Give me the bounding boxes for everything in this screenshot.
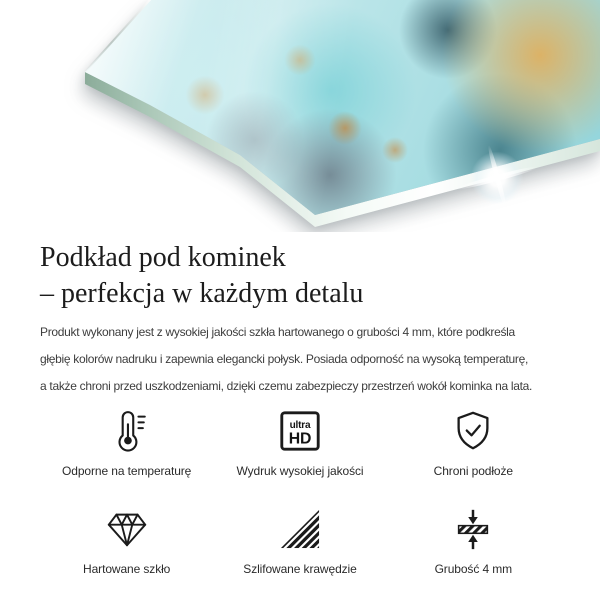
polished-edges-icon <box>277 506 323 552</box>
description-line-1: Produkt wykonany jest z wysokiej jakości szkła hartowanego o grubości 4 mm, które podkreśla <box>40 325 515 339</box>
glass-print-surface <box>0 0 600 232</box>
title-line-1: Podkład pod kominek <box>40 242 286 273</box>
glass-panel <box>0 0 600 232</box>
ultra-hd-text-top: ultra <box>289 420 311 432</box>
product-photo <box>0 0 600 232</box>
description-line-2: głębię kolorów nadruku i zapewnia elegancki połysk. Posiada odporność na wysoką temperaturę, <box>40 352 529 366</box>
feature-thickness <box>387 506 560 578</box>
title-line-2: – perfekcja w każdym detalu <box>40 278 364 309</box>
description-text <box>40 319 560 400</box>
feature-temperature <box>40 408 213 480</box>
ultra-hd-text-bottom: HD <box>288 430 312 448</box>
feature-protects-floor <box>387 408 560 480</box>
feature-label: Hartowane szkło <box>83 562 171 576</box>
feature-grid <box>40 408 560 578</box>
page-title <box>40 240 560 312</box>
thermometer-icon <box>104 408 150 454</box>
diamond-icon <box>104 506 150 552</box>
feature-print-quality <box>213 408 386 480</box>
shield-check-icon <box>450 408 496 454</box>
feature-tempered-glass <box>40 506 213 578</box>
ultra-hd-icon <box>277 408 323 454</box>
feature-label: Grubość 4 mm <box>434 562 513 576</box>
feature-label: Wydruk wysokiej jakości <box>236 464 364 478</box>
feature-label: Odporne na temperaturę <box>62 464 192 478</box>
thickness-4mm-icon <box>450 506 496 552</box>
description-line-3: a także chroni przed uszkodzeniami, dzięki czemu zabezpieczy przestrzeń wokół kominka na lata. <box>40 379 533 393</box>
product-description-section <box>0 240 600 578</box>
feature-polished-edges <box>213 506 386 578</box>
feature-label: Szlifowane krawędzie <box>243 562 357 576</box>
feature-label: Chroni podłoże <box>433 464 513 478</box>
